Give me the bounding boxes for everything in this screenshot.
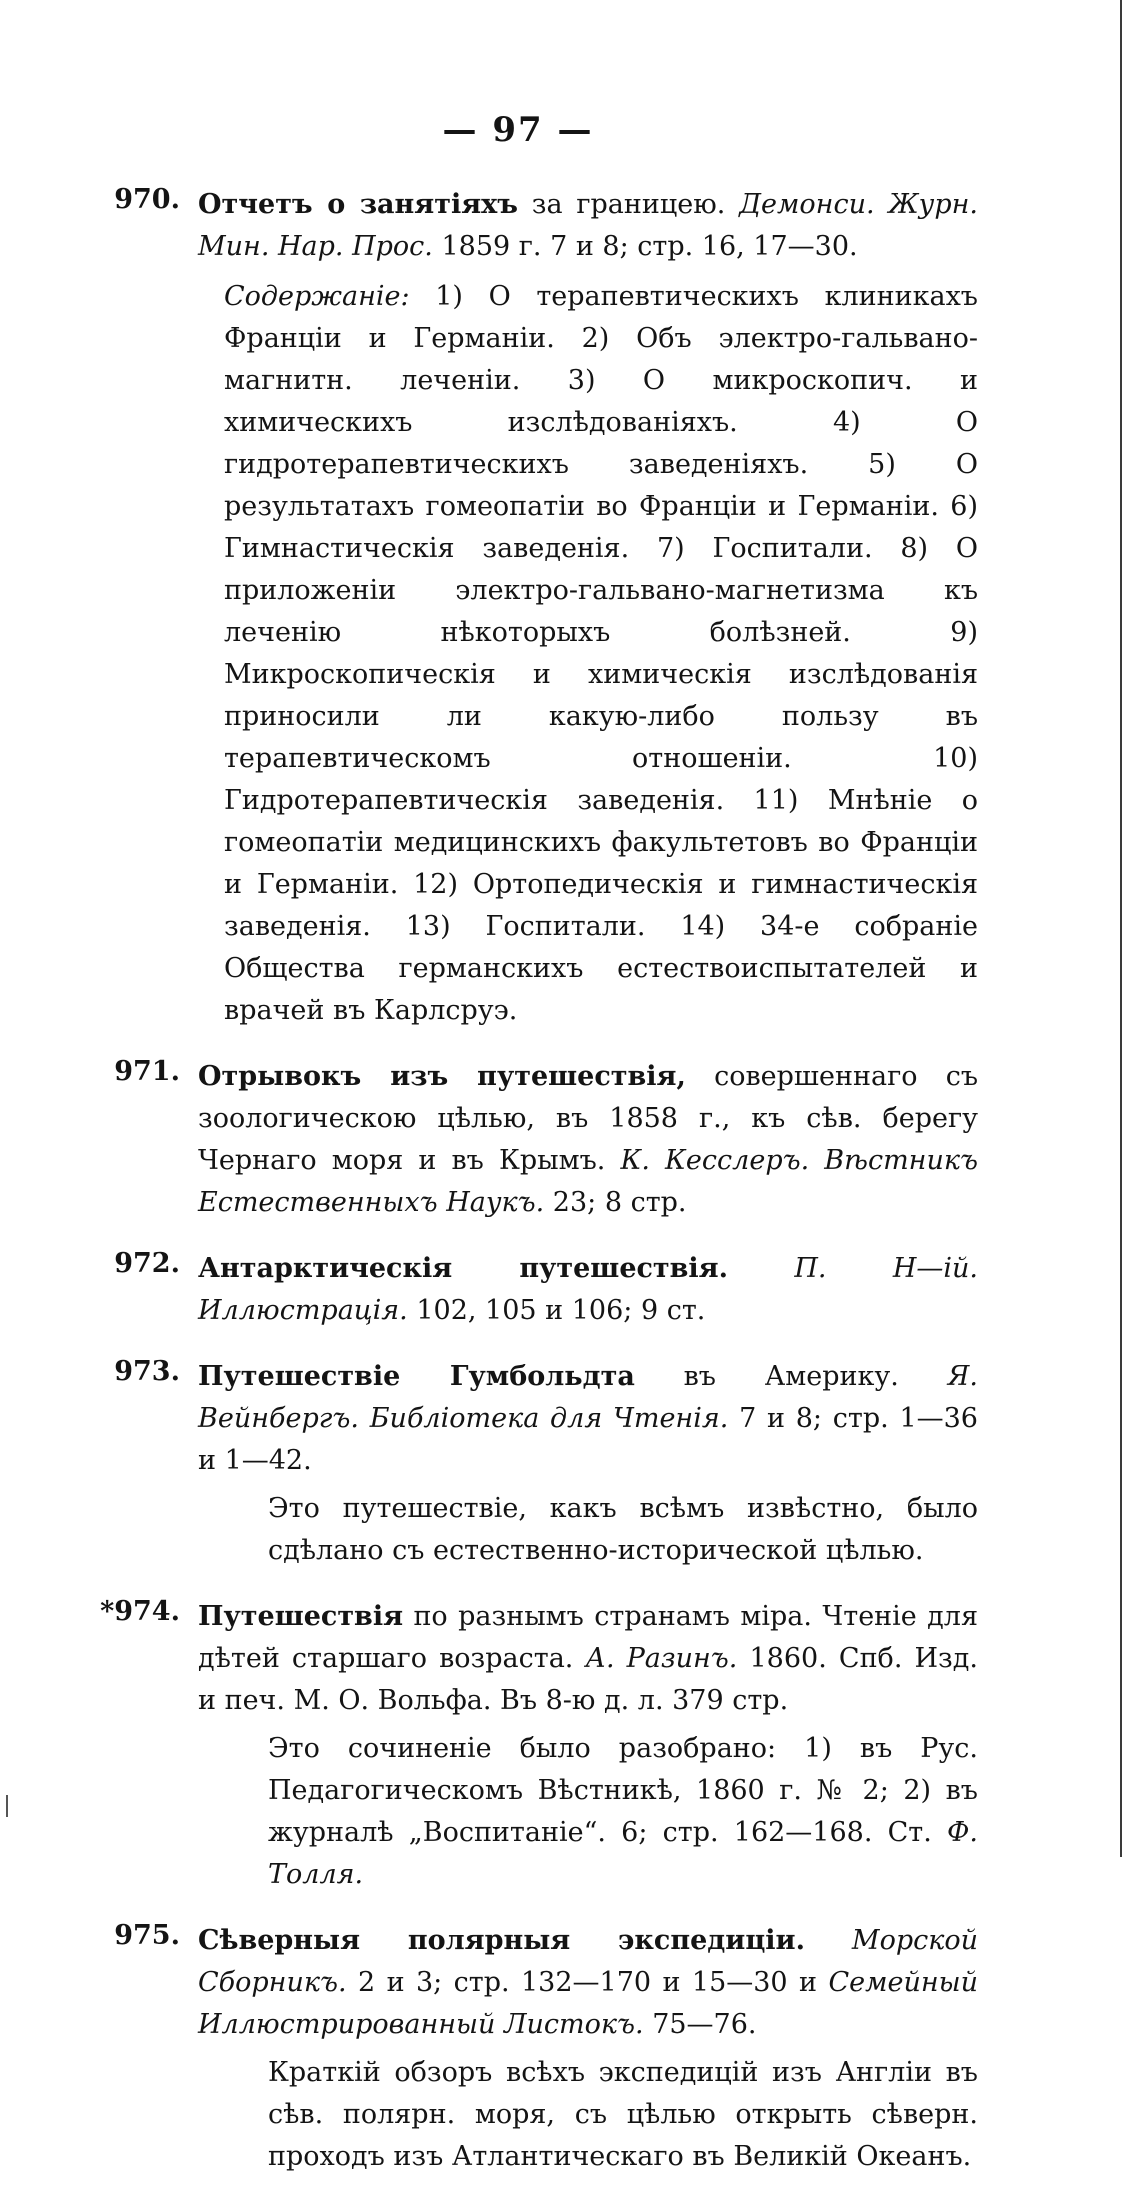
entry-author: Демонси. bbox=[739, 189, 875, 220]
entry-number: 971. bbox=[114, 1056, 180, 1087]
entry-971 bbox=[58, 1056, 978, 1224]
entry-details: 23; 8 стр. bbox=[552, 1187, 687, 1218]
entry-title: Отрывокъ изъ путешествія, bbox=[198, 1061, 686, 1092]
contents-text: 1) О терапевтическихъ клиникахъ Франціи и Германіи. 2) Объ электро-гальвано-магнитн. леченіи. 3) О микроскопич. и химическихъ изслѣдованіяхъ. 4) О гидротерапевтическихъ заведеніяхъ. 5) О результатахъ гомеопатіи во Франціи и Германіи. 6) Гимнастическія заведенія. 7) Госпитали. 8) О приложеніи электро-гальвано-магнетизма къ леченію нѣкоторыхъ болѣзней. 9) Микроскопическія и химическія изслѣдованія приносили ли какую-либо пользу въ терапевтическомъ отношеніи. 10) Гидротерапевтическія заведенія. 11) Мнѣніе о гомеопатіи медицинскихъ факультетовъ во Франціи и Германіи. 12) Ортопедическія и гимнастическія заведенія. 13) Госпитали. 14) 34-е собраніе Общества германскихъ естествоиспытателей и врачей въ Карлсруэ. bbox=[224, 281, 978, 1026]
entry-973 bbox=[58, 1356, 978, 1572]
entry-body bbox=[198, 1056, 978, 1224]
entry-body bbox=[198, 1248, 978, 1332]
entry-source: Вѣстникъ Естественныхъ Наукъ. bbox=[198, 1145, 978, 1218]
entry-number: 975. bbox=[114, 1920, 180, 1951]
entry-body bbox=[198, 184, 978, 1032]
entry-author: П. Н—ій. bbox=[794, 1253, 978, 1284]
entry-title: Антарктическія путешествія. bbox=[198, 1253, 729, 1284]
entry-title: Путешествіе Гумбольдта bbox=[198, 1361, 635, 1392]
entry-source: Иллюстрація. bbox=[198, 1295, 408, 1326]
entry-source: Библіотека для Чтенія. bbox=[369, 1403, 729, 1434]
entry-author: А. Разинъ. bbox=[585, 1643, 738, 1674]
book-page bbox=[58, 110, 978, 2202]
entry-author: К. Кесслеръ. bbox=[620, 1145, 810, 1176]
page-number: — 97 — bbox=[442, 110, 594, 150]
entry-annotation: Это путешествіе, какъ всѣмъ извѣстно, было сдѣлано съ естественно-исторической цѣлью. bbox=[268, 1493, 978, 1566]
entry-source-secondary: Семейный Иллюстрированный Листокъ. bbox=[198, 1967, 978, 2040]
entry-972 bbox=[58, 1248, 978, 1332]
entry-text: за границею. bbox=[531, 189, 726, 220]
entry-text: совершеннаго съ зоологическою цѣлью, въ 1858 г., къ сѣв. берегу Чернаго моря и въ Крымъ. bbox=[198, 1061, 979, 1176]
entry-number: 973. bbox=[114, 1356, 180, 1387]
entry-number: 972. bbox=[114, 1248, 180, 1279]
entry-details-secondary: 75—76. bbox=[652, 2009, 757, 2040]
entry-body bbox=[198, 1920, 978, 2046]
entry-details: 1860. Спб. Изд. и печ. М. О. Вольфа. Въ 8-ю д. л. 379 стр. bbox=[198, 1643, 978, 1716]
entry-text: по разнымъ странамъ міра. Чтеніе для дѣтей старшаго возраста. bbox=[198, 1601, 978, 1674]
entry-number: *974. bbox=[100, 1596, 180, 1627]
scan-edge-line bbox=[1120, 0, 1122, 1857]
entry-details: 102, 105 и 106; 9 ст. bbox=[416, 1295, 706, 1326]
entry-details: 7 и 8; стр. 1—36 и 1—42. bbox=[198, 1403, 978, 1476]
entry-title: Путешествія bbox=[198, 1601, 404, 1632]
scan-edge-tick bbox=[6, 1795, 8, 1817]
entry-annotation bbox=[198, 1728, 978, 1896]
entry-contents bbox=[198, 276, 978, 1032]
entry-974 bbox=[58, 1596, 978, 1896]
entry-number: 970. bbox=[114, 184, 180, 215]
entry-body bbox=[198, 1356, 978, 1482]
annotation-author: Ф. Толля. bbox=[268, 1817, 978, 1890]
entry-970 bbox=[58, 184, 978, 1032]
entry-body bbox=[198, 1596, 978, 1722]
contents-label: Содержаніе: bbox=[224, 281, 410, 312]
entry-annotation: Краткій обзоръ всѣхъ экспедицій изъ Англіи въ сѣв. полярн. моря, съ цѣлью открыть сѣверн. проходъ изъ Атлантическаго въ Великій Океанъ. bbox=[268, 2057, 978, 2172]
entry-975 bbox=[58, 1920, 978, 2178]
entry-source: Журн. Мин. Нар. Прос. bbox=[198, 189, 978, 262]
entry-title: Сѣверныя полярныя экспедиціи. bbox=[198, 1925, 805, 1956]
entry-details: 1859 г. 7 и 8; стр. 16, 17—30. bbox=[441, 231, 858, 262]
entry-title: Отчетъ о занятіяхъ bbox=[198, 189, 518, 220]
entry-source: Морской Сборникъ. bbox=[198, 1925, 978, 1998]
annotation-text: Это сочиненіе было разобрано: 1) въ Рус. Педагогическомъ Вѣстникѣ, 1860 г. № 2; 2) въ журналѣ „Воспитаніе“. 6; стр. 162—168. Ст. bbox=[268, 1733, 978, 1848]
entry-text: въ Америку. bbox=[683, 1361, 899, 1392]
entry-details: 2 и 3; стр. 132—170 и 15—30 и bbox=[357, 1967, 818, 1998]
entry-author: Я. Вейнбергъ. bbox=[198, 1361, 978, 1434]
